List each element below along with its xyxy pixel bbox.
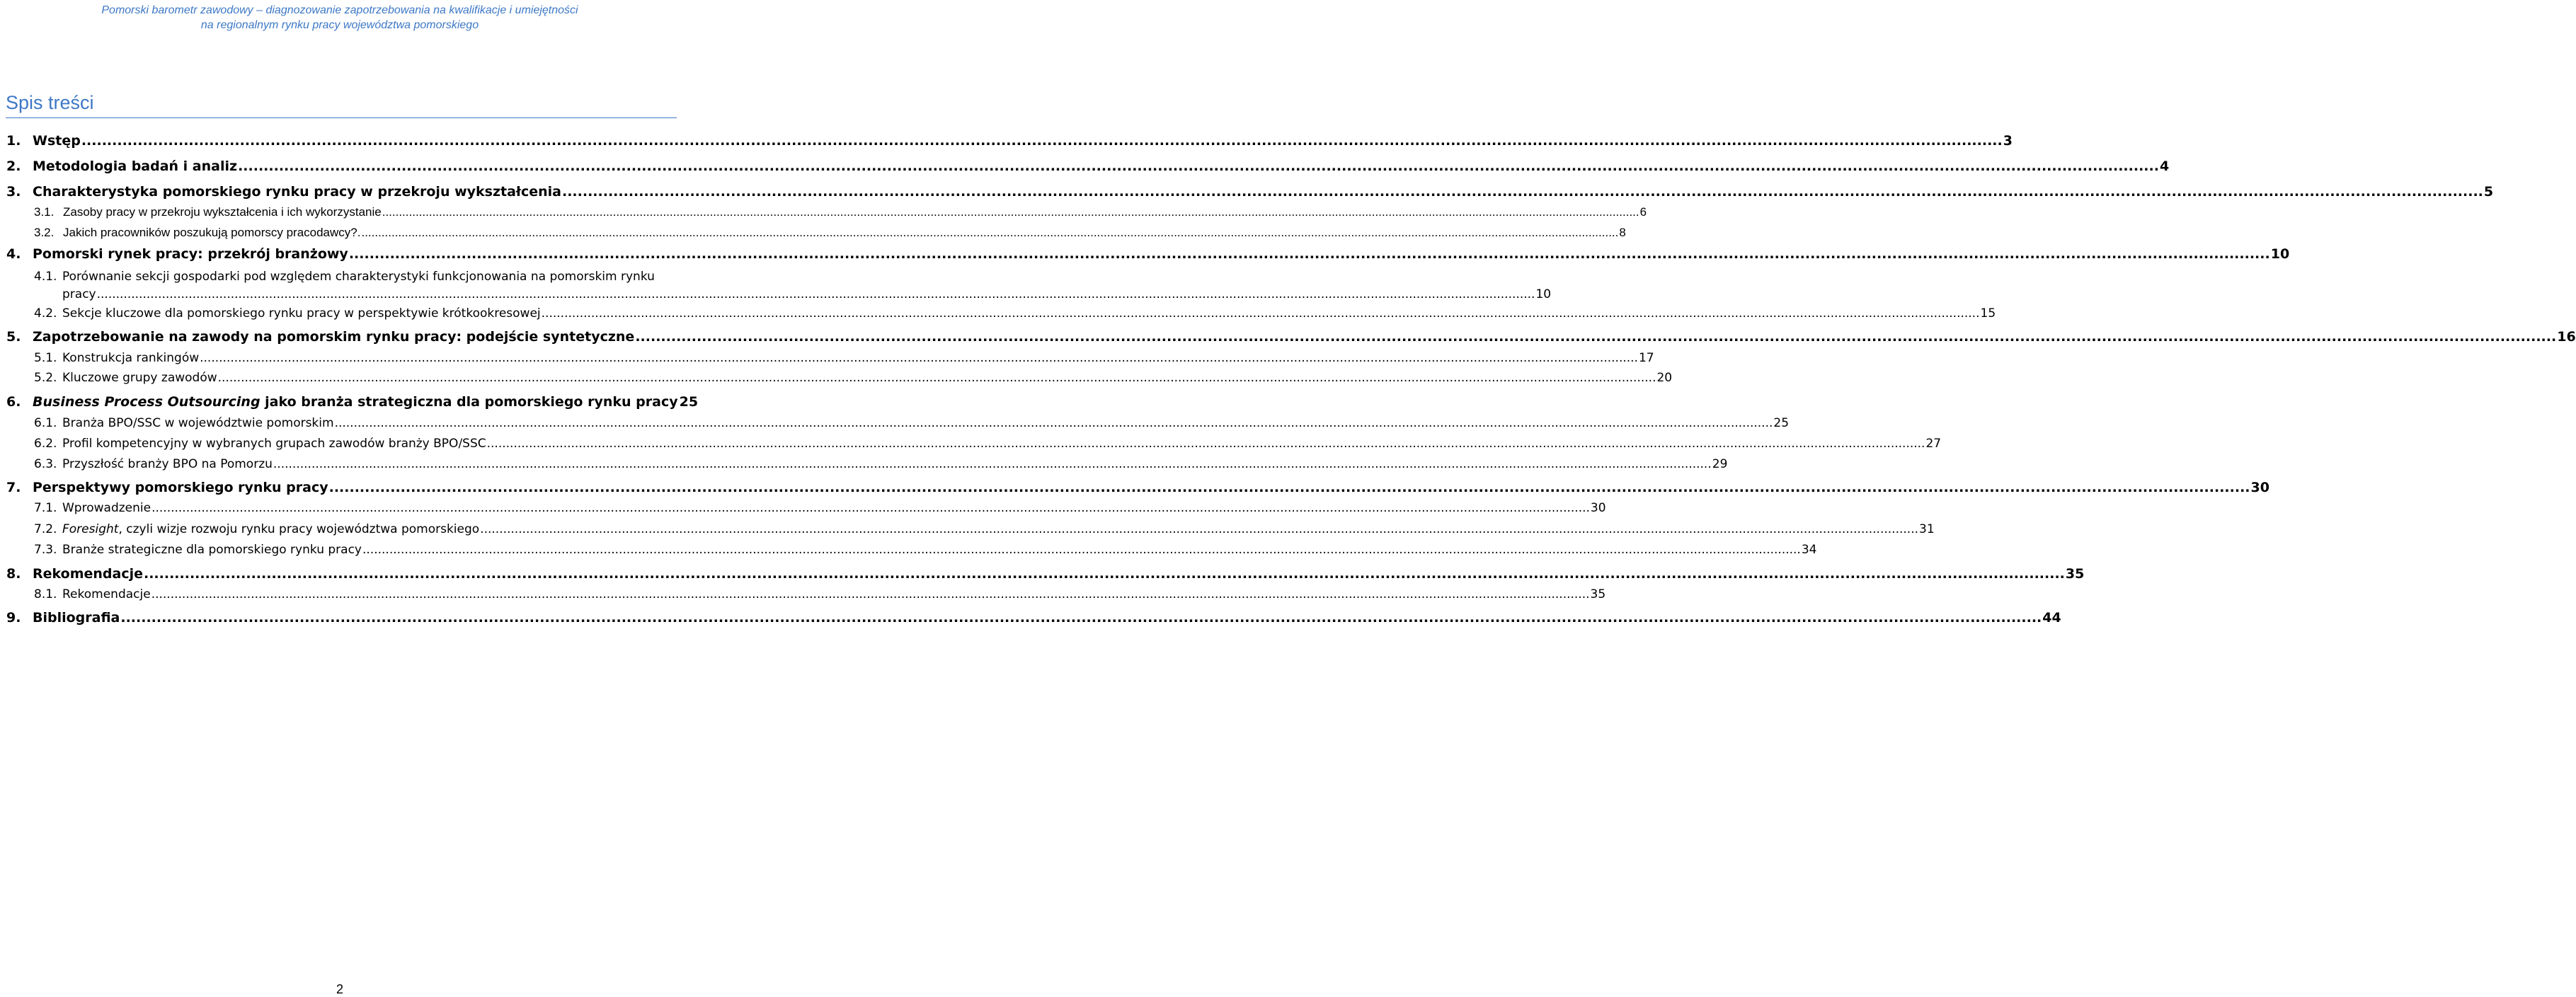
page-number: 2 bbox=[336, 982, 343, 996]
toc-entry-page: 25 bbox=[1773, 416, 1790, 430]
toc-leader-dots bbox=[151, 587, 1590, 601]
toc-entry-page: 8 bbox=[1619, 226, 1626, 239]
toc-entry-title: Rekomendacje bbox=[62, 587, 151, 601]
toc-entry-title: Branże strategiczne dla pomorskiego rynku pracy bbox=[62, 543, 362, 557]
toc-entry-page: 25 bbox=[679, 394, 699, 410]
toc-entry-title bbox=[62, 522, 479, 536]
toc-leader-dots bbox=[200, 351, 1638, 365]
toc-entry-continuation[interactable] bbox=[0, 287, 1552, 306]
toc-entry-title: Pomorski rynek pracy: przekrój branżowy bbox=[33, 246, 348, 262]
toc-entry-page: 3 bbox=[2003, 133, 2013, 149]
toc-entry[interactable] bbox=[0, 371, 1673, 389]
toc-entry-number: 8.1. bbox=[34, 587, 57, 601]
toc-leader-dots bbox=[97, 287, 1535, 301]
toc-entry-number: 5.2. bbox=[34, 371, 57, 385]
toc-entry[interactable] bbox=[0, 159, 2170, 177]
toc-entry[interactable] bbox=[0, 457, 1728, 476]
toc-entry-page: 5 bbox=[2483, 184, 2494, 200]
toc-entry[interactable] bbox=[0, 306, 1996, 325]
toc-entry-title: Sekcje kluczowe dla pomorskiego rynku pracy w perspektywie krótkookresowej bbox=[62, 306, 541, 321]
toc-leader-dots bbox=[487, 437, 1925, 451]
toc-entry-number: 7. bbox=[6, 480, 21, 495]
toc-entry-number: 6.1. bbox=[34, 416, 57, 430]
toc-entry-title: Bibliografia bbox=[33, 610, 120, 626]
toc-entry-title: Wprowadzenie bbox=[62, 501, 151, 515]
toc-entry[interactable] bbox=[0, 522, 1935, 541]
toc-entry-title: Metodologia badań i analiz bbox=[33, 159, 238, 174]
toc-entry-page: 10 bbox=[2270, 246, 2290, 262]
toc-entry-title: Perspektywy pomorskiego rynku pracy bbox=[33, 480, 328, 495]
toc-entry-title: Branża BPO/SSC w województwie pomorskim bbox=[62, 416, 334, 430]
toc-title: Spis treści bbox=[6, 92, 94, 113]
toc-entry[interactable] bbox=[0, 543, 1817, 561]
toc-leader-dots bbox=[362, 543, 1801, 557]
toc-entry-title: Kluczowe grupy zawodów bbox=[62, 371, 217, 385]
toc-leader-dots bbox=[335, 416, 1773, 430]
toc-entry[interactable] bbox=[0, 437, 1942, 455]
toc-entry[interactable] bbox=[0, 329, 2576, 347]
toc-entry[interactable] bbox=[0, 501, 1606, 519]
toc-leader-dots bbox=[144, 566, 2065, 582]
toc-entry-page: 27 bbox=[1925, 437, 1942, 451]
toc-entry-page: 16 bbox=[2557, 329, 2576, 345]
toc-entry[interactable] bbox=[0, 205, 1647, 224]
header-line-1: Pomorski barometr zawodowy – diagnozowanie zapotrzebowania na kwalifikacje i umiejętności bbox=[101, 4, 578, 16]
title-rule bbox=[6, 117, 677, 118]
toc-entry-number: 6.2. bbox=[34, 437, 57, 451]
toc-entry-number: 3.2. bbox=[34, 226, 55, 239]
toc-leader-dots bbox=[480, 522, 1918, 536]
toc-entry-title-rest: jako branża strategiczna dla pomorskiego rynku pracy bbox=[260, 394, 678, 410]
toc-entry-page: 29 bbox=[1712, 457, 1728, 471]
toc-entry[interactable] bbox=[0, 184, 2494, 202]
toc-entry[interactable] bbox=[0, 351, 1654, 369]
toc-entry-page: 44 bbox=[2042, 610, 2061, 626]
toc-entry-title: Przyszłość branży BPO na Pomorzu bbox=[62, 457, 273, 471]
toc-entry[interactable] bbox=[0, 270, 680, 288]
toc-entry-number: 5.1. bbox=[34, 351, 57, 365]
toc-leader-dots bbox=[151, 501, 1590, 515]
toc-entry-page: 4 bbox=[2159, 159, 2170, 174]
toc-entry-title: Porównanie sekcji gospodarki pod względem charakterystyki funkcjonowania na pomorskim rynku bbox=[62, 270, 655, 284]
toc-entry-number: 6.3. bbox=[34, 457, 57, 471]
toc-entry-title: Konstrukcja rankingów bbox=[62, 351, 200, 365]
toc-entry[interactable] bbox=[0, 566, 2085, 584]
toc-entry-title: Wstęp bbox=[33, 133, 81, 149]
toc-entry-title: Profil kompetencyjny w wybranych grupach zawodów branży BPO/SSC bbox=[62, 437, 486, 451]
toc-leader-dots bbox=[329, 480, 2250, 495]
toc-entry-title: Charakterystyka pomorskiego rynku pracy w przekroju wykształcenia bbox=[33, 184, 561, 200]
toc-entry-number: 9. bbox=[6, 610, 21, 626]
toc-entry-number: 5. bbox=[6, 329, 21, 345]
toc-entry-page: 17 bbox=[1638, 351, 1654, 365]
toc-entry-page: 35 bbox=[2065, 566, 2085, 582]
toc-entry-title: Zapotrzebowanie na zawody na pomorskim rynku pracy: podejście syntetyczne bbox=[33, 329, 635, 345]
toc-entry-number: 3.1. bbox=[34, 205, 55, 219]
toc-entry-title: Rekomendacje bbox=[33, 566, 143, 582]
toc-entry-page: 6 bbox=[1639, 205, 1647, 219]
running-header bbox=[0, 3, 680, 33]
toc-entry[interactable] bbox=[0, 246, 2290, 265]
toc-entry[interactable] bbox=[0, 480, 2269, 498]
toc-leader-dots bbox=[542, 306, 1980, 321]
toc-entry-title-italic: Foresight bbox=[62, 522, 119, 536]
toc-leader-dots bbox=[273, 457, 1712, 471]
toc-entry[interactable] bbox=[0, 610, 2061, 628]
toc-entry[interactable] bbox=[0, 133, 2013, 151]
toc-leader-dots bbox=[81, 133, 2003, 149]
toc-entry-page: 31 bbox=[1919, 522, 1935, 536]
toc-entry-number: 4. bbox=[6, 246, 21, 262]
toc-entry[interactable] bbox=[0, 394, 699, 413]
toc-leader-dots bbox=[120, 610, 2042, 626]
header-line-2: na regionalnym rynku pracy województwa pomorskiego bbox=[200, 19, 479, 31]
toc-entry-number: 4.1. bbox=[34, 270, 57, 284]
toc-entry-page: 10 bbox=[1535, 287, 1552, 301]
toc-entry-page: 20 bbox=[1656, 371, 1673, 385]
toc-entry-number: 4.2. bbox=[34, 306, 57, 321]
toc-leader-dots bbox=[382, 205, 1639, 219]
toc-entry-number: 3. bbox=[6, 184, 21, 200]
toc-leader-dots bbox=[349, 246, 2270, 262]
toc-entry-number: 2. bbox=[6, 159, 21, 174]
toc-leader-dots bbox=[218, 371, 1656, 385]
toc-entry-title-rest: , czyli wizje rozwoju rynku pracy województwa pomorskiego bbox=[118, 522, 480, 536]
toc-entry-number: 7.1. bbox=[34, 501, 57, 515]
toc-entry-title: Jakich pracowników poszukują pomorscy pracodawcy?. bbox=[63, 226, 361, 239]
toc-entry-number: 7.2. bbox=[34, 522, 57, 536]
toc-entry[interactable] bbox=[0, 587, 1606, 606]
toc-entry-page: 15 bbox=[1980, 306, 1996, 321]
toc-entry-title bbox=[33, 394, 678, 410]
toc-entry-title: pracy bbox=[62, 287, 96, 301]
toc-entry-number: 8. bbox=[6, 566, 21, 582]
toc-leader-dots bbox=[361, 226, 1618, 240]
toc-entry-page: 34 bbox=[1801, 543, 1817, 557]
toc-leader-dots bbox=[635, 329, 2556, 345]
toc-entry-page: 30 bbox=[2250, 480, 2269, 495]
toc-leader-dots bbox=[562, 184, 2483, 200]
toc-entry-number: 1. bbox=[6, 133, 21, 149]
toc-entry-number: 6. bbox=[6, 394, 21, 410]
toc-entry-page: 35 bbox=[1590, 587, 1606, 601]
toc-entry-title: Zasoby pracy w przekroju wykształcenia i ich wykorzystanie bbox=[63, 205, 382, 219]
toc-entry-page: 30 bbox=[1590, 501, 1606, 515]
toc-entry-title-italic: Business Process Outsourcing bbox=[33, 394, 261, 410]
toc-leader-dots bbox=[238, 159, 2159, 174]
toc-entry[interactable] bbox=[0, 226, 1626, 244]
toc-entry-number: 7.3. bbox=[34, 543, 57, 557]
toc-entry[interactable] bbox=[0, 416, 1790, 434]
